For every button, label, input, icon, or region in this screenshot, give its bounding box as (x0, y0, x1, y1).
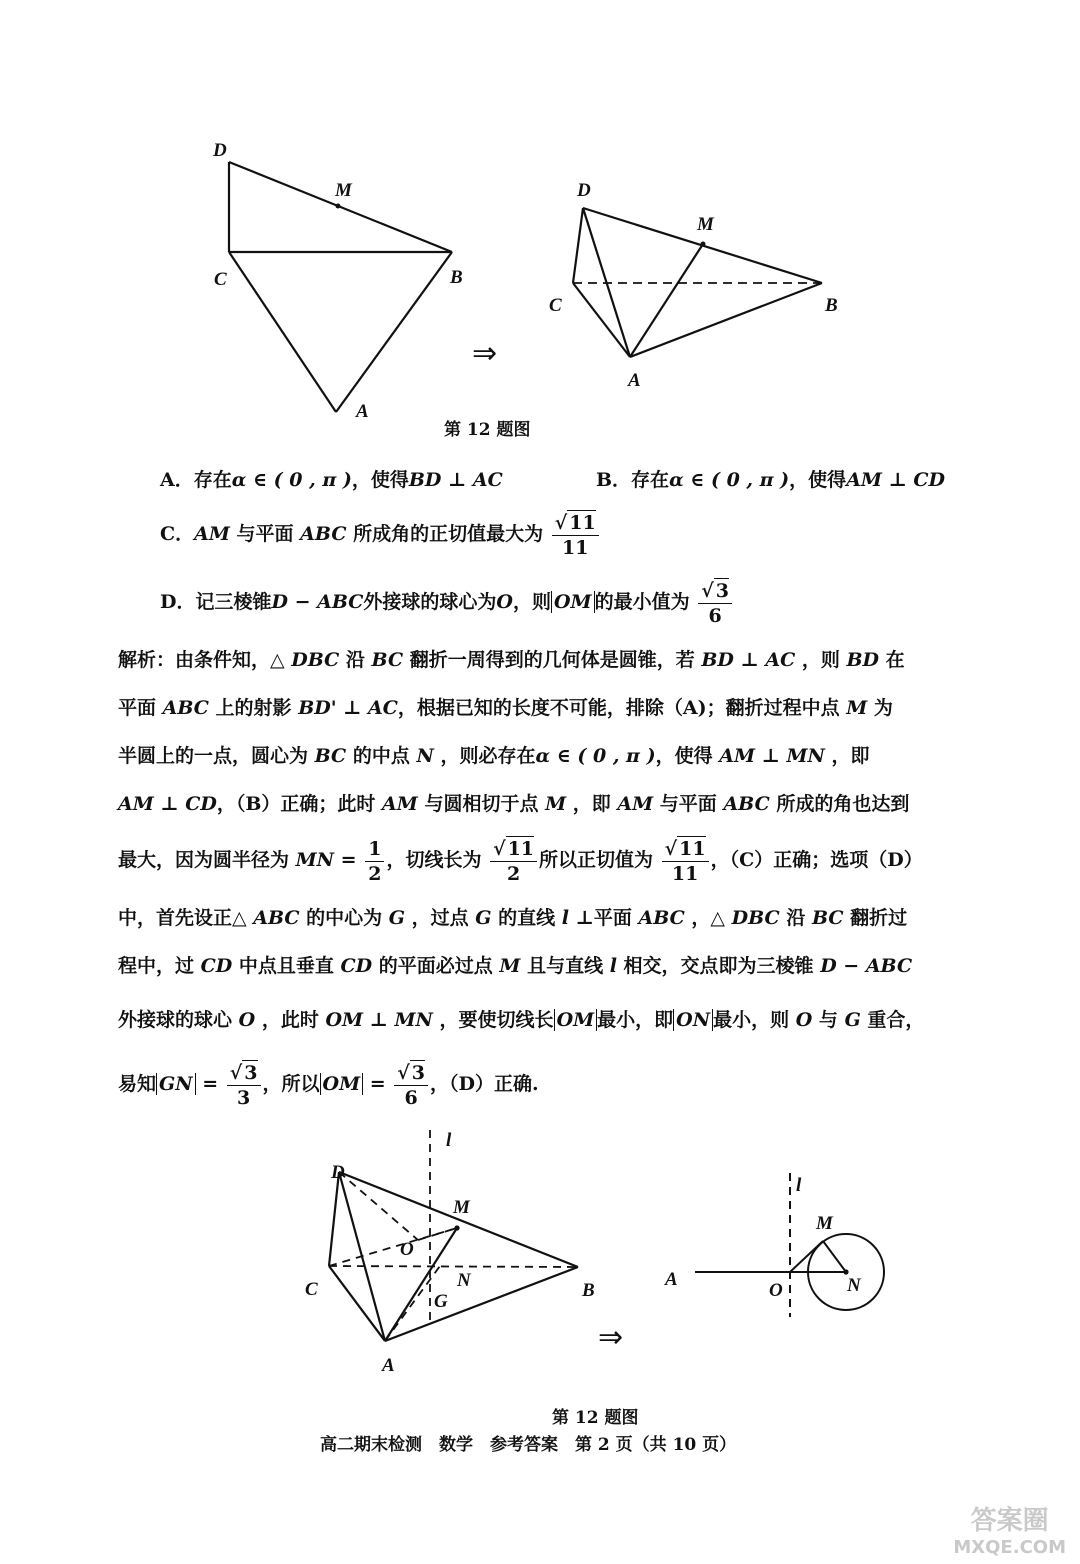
label-m: M (816, 1213, 833, 1234)
label-n: N (457, 1270, 471, 1291)
solution-line-5: 最大，因为圆半径为 MN = $\frac{1}{2}$ ，切线长为 √ $\frac{11}{2}$ 所以正切值为 √ $\frac{11}{11}$ ，（C）正确；选项（D） (118, 836, 923, 886)
figure-2-caption: 第 12 题图 (552, 1408, 639, 1428)
label-a: A (356, 401, 369, 422)
label-b: B (582, 1280, 595, 1301)
solution-line-9: 易知 GN = √ $\frac{3}{3}$ ，所以 OM = √ $\frac{3}{6}$ ，（D）正确. (118, 1060, 539, 1110)
label-n: N (847, 1275, 861, 1296)
solution-line-7: 程中，过 CD 中点且垂直 CD 的平面必过点 M 且与直线 l 相交，交点即为三棱锥 D − ABC (118, 955, 913, 977)
solution-line-6: 中，首先设正△ ABC 的中心为 G ，过点 G 的直线 l ⊥平面 ABC ，△ DBC 沿 BC 翻折过 (118, 907, 908, 929)
label-d: D (577, 180, 591, 201)
label-m: M (335, 180, 352, 201)
label-b: B (825, 295, 838, 316)
label-c: C (549, 295, 562, 316)
solution-line-3: 半圆上的一点，圆心为 BC 的中点 N ，则必存在α ∈ ( 0 , π )，使得 AM ⊥ MN ，即 (118, 745, 870, 767)
label-a: A (628, 370, 641, 391)
implies-arrow-1: ⇒ (472, 336, 498, 371)
label-c: C (214, 269, 227, 290)
label-o: O (769, 1280, 783, 1301)
label-g: G (434, 1291, 448, 1312)
label-m: M (697, 214, 714, 235)
label-c: C (305, 1279, 318, 1300)
label-o: O (400, 1239, 414, 1260)
page-footer: 高二期末检测 数学 参考答案 第 2 页（共 10 页） (320, 1435, 737, 1455)
label-a: A (665, 1269, 678, 1290)
option-c: C．AM 与平面 ABC 所成角的正切值最大为 √ $\frac{11}{11}$ (160, 510, 601, 560)
label-d: D (331, 1162, 345, 1183)
label-a: A (382, 1355, 395, 1376)
solution-line-8: 外接球的球心 O ，此时 OM ⊥ MN ，要使切线长 OM 最小，即 ON 最小，则 O 与 G 重合， (118, 1009, 925, 1031)
label-d: D (213, 140, 227, 161)
figure-1-right (540, 170, 850, 400)
figure-1-left (200, 130, 490, 430)
label-b: B (450, 267, 463, 288)
option-a: A．存在α ∈ ( 0 , π )，使得BD ⊥ AC (160, 469, 503, 491)
solution-line-4: AM ⊥ CD，（B）正确；此时 AM 与圆相切于点 M ，即 AM 与平面 ABC 所成的角也达到 (118, 793, 910, 815)
label-l: l (796, 1175, 802, 1196)
watermark-logo: 答案圈 MXQE.COM (953, 1506, 1066, 1558)
figure-2-left (300, 1120, 610, 1380)
option-b: B．存在α ∈ ( 0 , π )，使得AM ⊥ CD (596, 469, 946, 491)
label-m: M (453, 1197, 470, 1218)
label-l: l (446, 1130, 452, 1151)
implies-arrow-2: ⇒ (598, 1320, 624, 1355)
figure-2-right (655, 1165, 905, 1335)
option-d: D．记三棱锥D − ABC外接球的球心为O，则 OM 的最小值为 √ $\frac{3}{6}$ (160, 578, 734, 628)
figure-1-caption: 第 12 题图 (444, 420, 531, 440)
solution-line-1: 解析：由条件知，△ DBC 沿 BC 翻折一周得到的几何体是圆锥，若 BD ⊥ AC ，则 BD 在 (118, 649, 905, 671)
solution-line-2: 平面 ABC 上的射影 BD' ⊥ AC，根据已知的长度不可能，排除（A)；翻折过程中点 M 为 (118, 697, 893, 719)
